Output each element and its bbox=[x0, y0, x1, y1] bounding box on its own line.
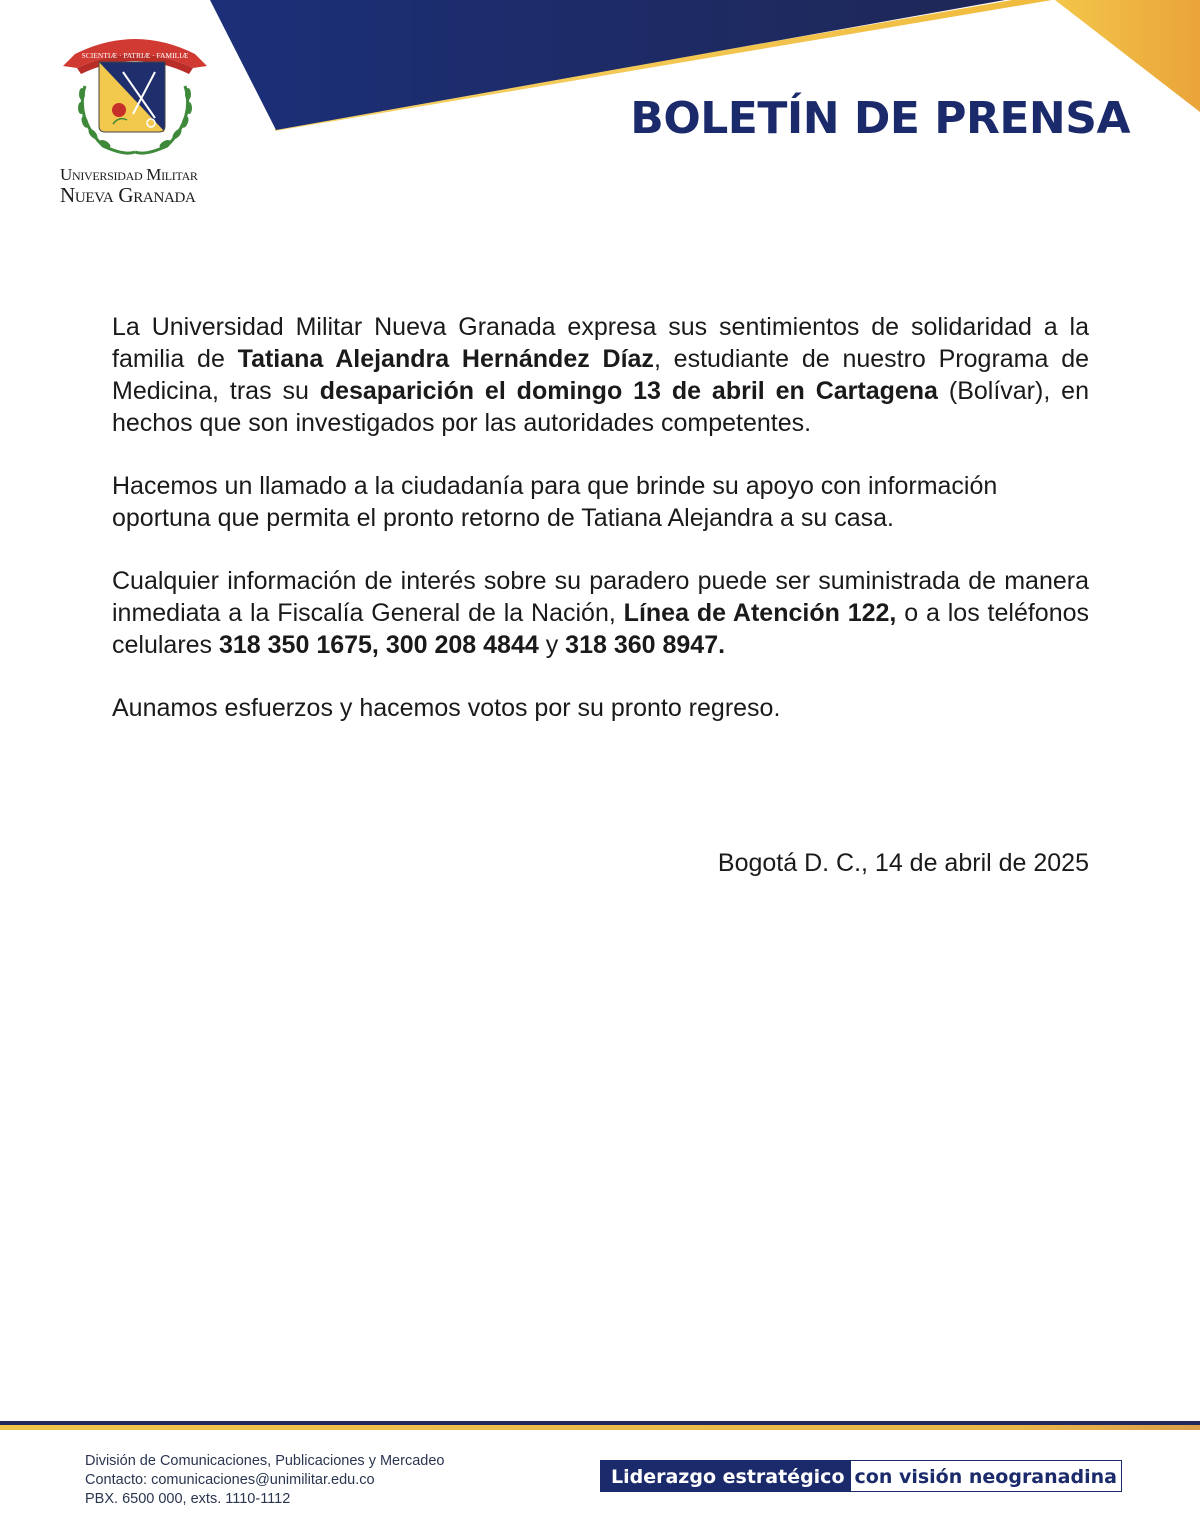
institution-name-line2: Nueva Granada bbox=[60, 183, 196, 207]
student-name: Tatiana Alejandra Hernández Díaz bbox=[237, 345, 654, 373]
footer-contact bbox=[85, 1452, 444, 1509]
page-title: BOLETÍN DE PRENSA bbox=[630, 93, 1130, 144]
crest-icon bbox=[55, 28, 215, 168]
text: (Bolívar), en hechos que son investigados por las autoridades competentes. bbox=[112, 377, 1089, 437]
hotline: Línea de Atención 122, bbox=[623, 599, 897, 627]
text: y bbox=[538, 631, 566, 659]
paragraph-contact-info bbox=[112, 565, 1089, 661]
phone-number: 318 360 8947. bbox=[565, 631, 726, 659]
text: La Universidad Militar Nueva Granada expresa sus sentimientos de solidaridad a la familia de bbox=[112, 313, 1089, 373]
footer-divider-gold bbox=[0, 1425, 1200, 1430]
division-name: División de Comunicaciones, Publicaciones y Mercadeo bbox=[85, 1453, 445, 1469]
text: Cualquier información de interés sobre su paradero puede ser suministrada de manera inmediata a la Fiscalía General de la Nación, bbox=[112, 567, 1089, 627]
paragraph-closing: Aunamos esfuerzos y hacemos votos por su pronto regreso. bbox=[112, 694, 781, 722]
paragraph-call-to-action: Hacemos un llamado a la ciudadanía para que brinde su apoyo con información oportuna que permita el pronto retorno de Tatiana Alejandra a su casa. bbox=[112, 472, 998, 532]
slogan-banner bbox=[600, 1460, 1122, 1492]
contact-email[interactable]: Contacto: comunicaciones@unimilitar.edu.co bbox=[85, 1472, 375, 1488]
slogan-part-dark: Liderazgo estratégico bbox=[601, 1461, 851, 1491]
pbx-phone: PBX. 6500 000, exts. 1110-1112 bbox=[85, 1491, 291, 1507]
text: o a los teléfonos celulares bbox=[112, 599, 1090, 659]
institution-name-line1: Universidad Militar bbox=[60, 165, 198, 184]
institution-name bbox=[60, 165, 220, 205]
paragraph-solidarity bbox=[112, 311, 1089, 439]
date-line: Bogotá D. C., 14 de abril de 2025 bbox=[717, 849, 1089, 877]
press-release-body bbox=[112, 311, 1089, 755]
phone-numbers: 318 350 1675, 300 208 4844 bbox=[219, 631, 539, 659]
text: , estudiante de nuestro Programa de Medicina, tras su bbox=[112, 345, 1090, 405]
svg-text:SCIENTIÆ · PATRIÆ · FAMILIÆ: SCIENTIÆ · PATRIÆ · FAMILIÆ bbox=[81, 51, 189, 60]
disappearance-detail: desaparición el domingo 13 de abril en Cartagena bbox=[319, 377, 938, 405]
slogan-part-light: con visión neogranadina bbox=[851, 1461, 1121, 1491]
